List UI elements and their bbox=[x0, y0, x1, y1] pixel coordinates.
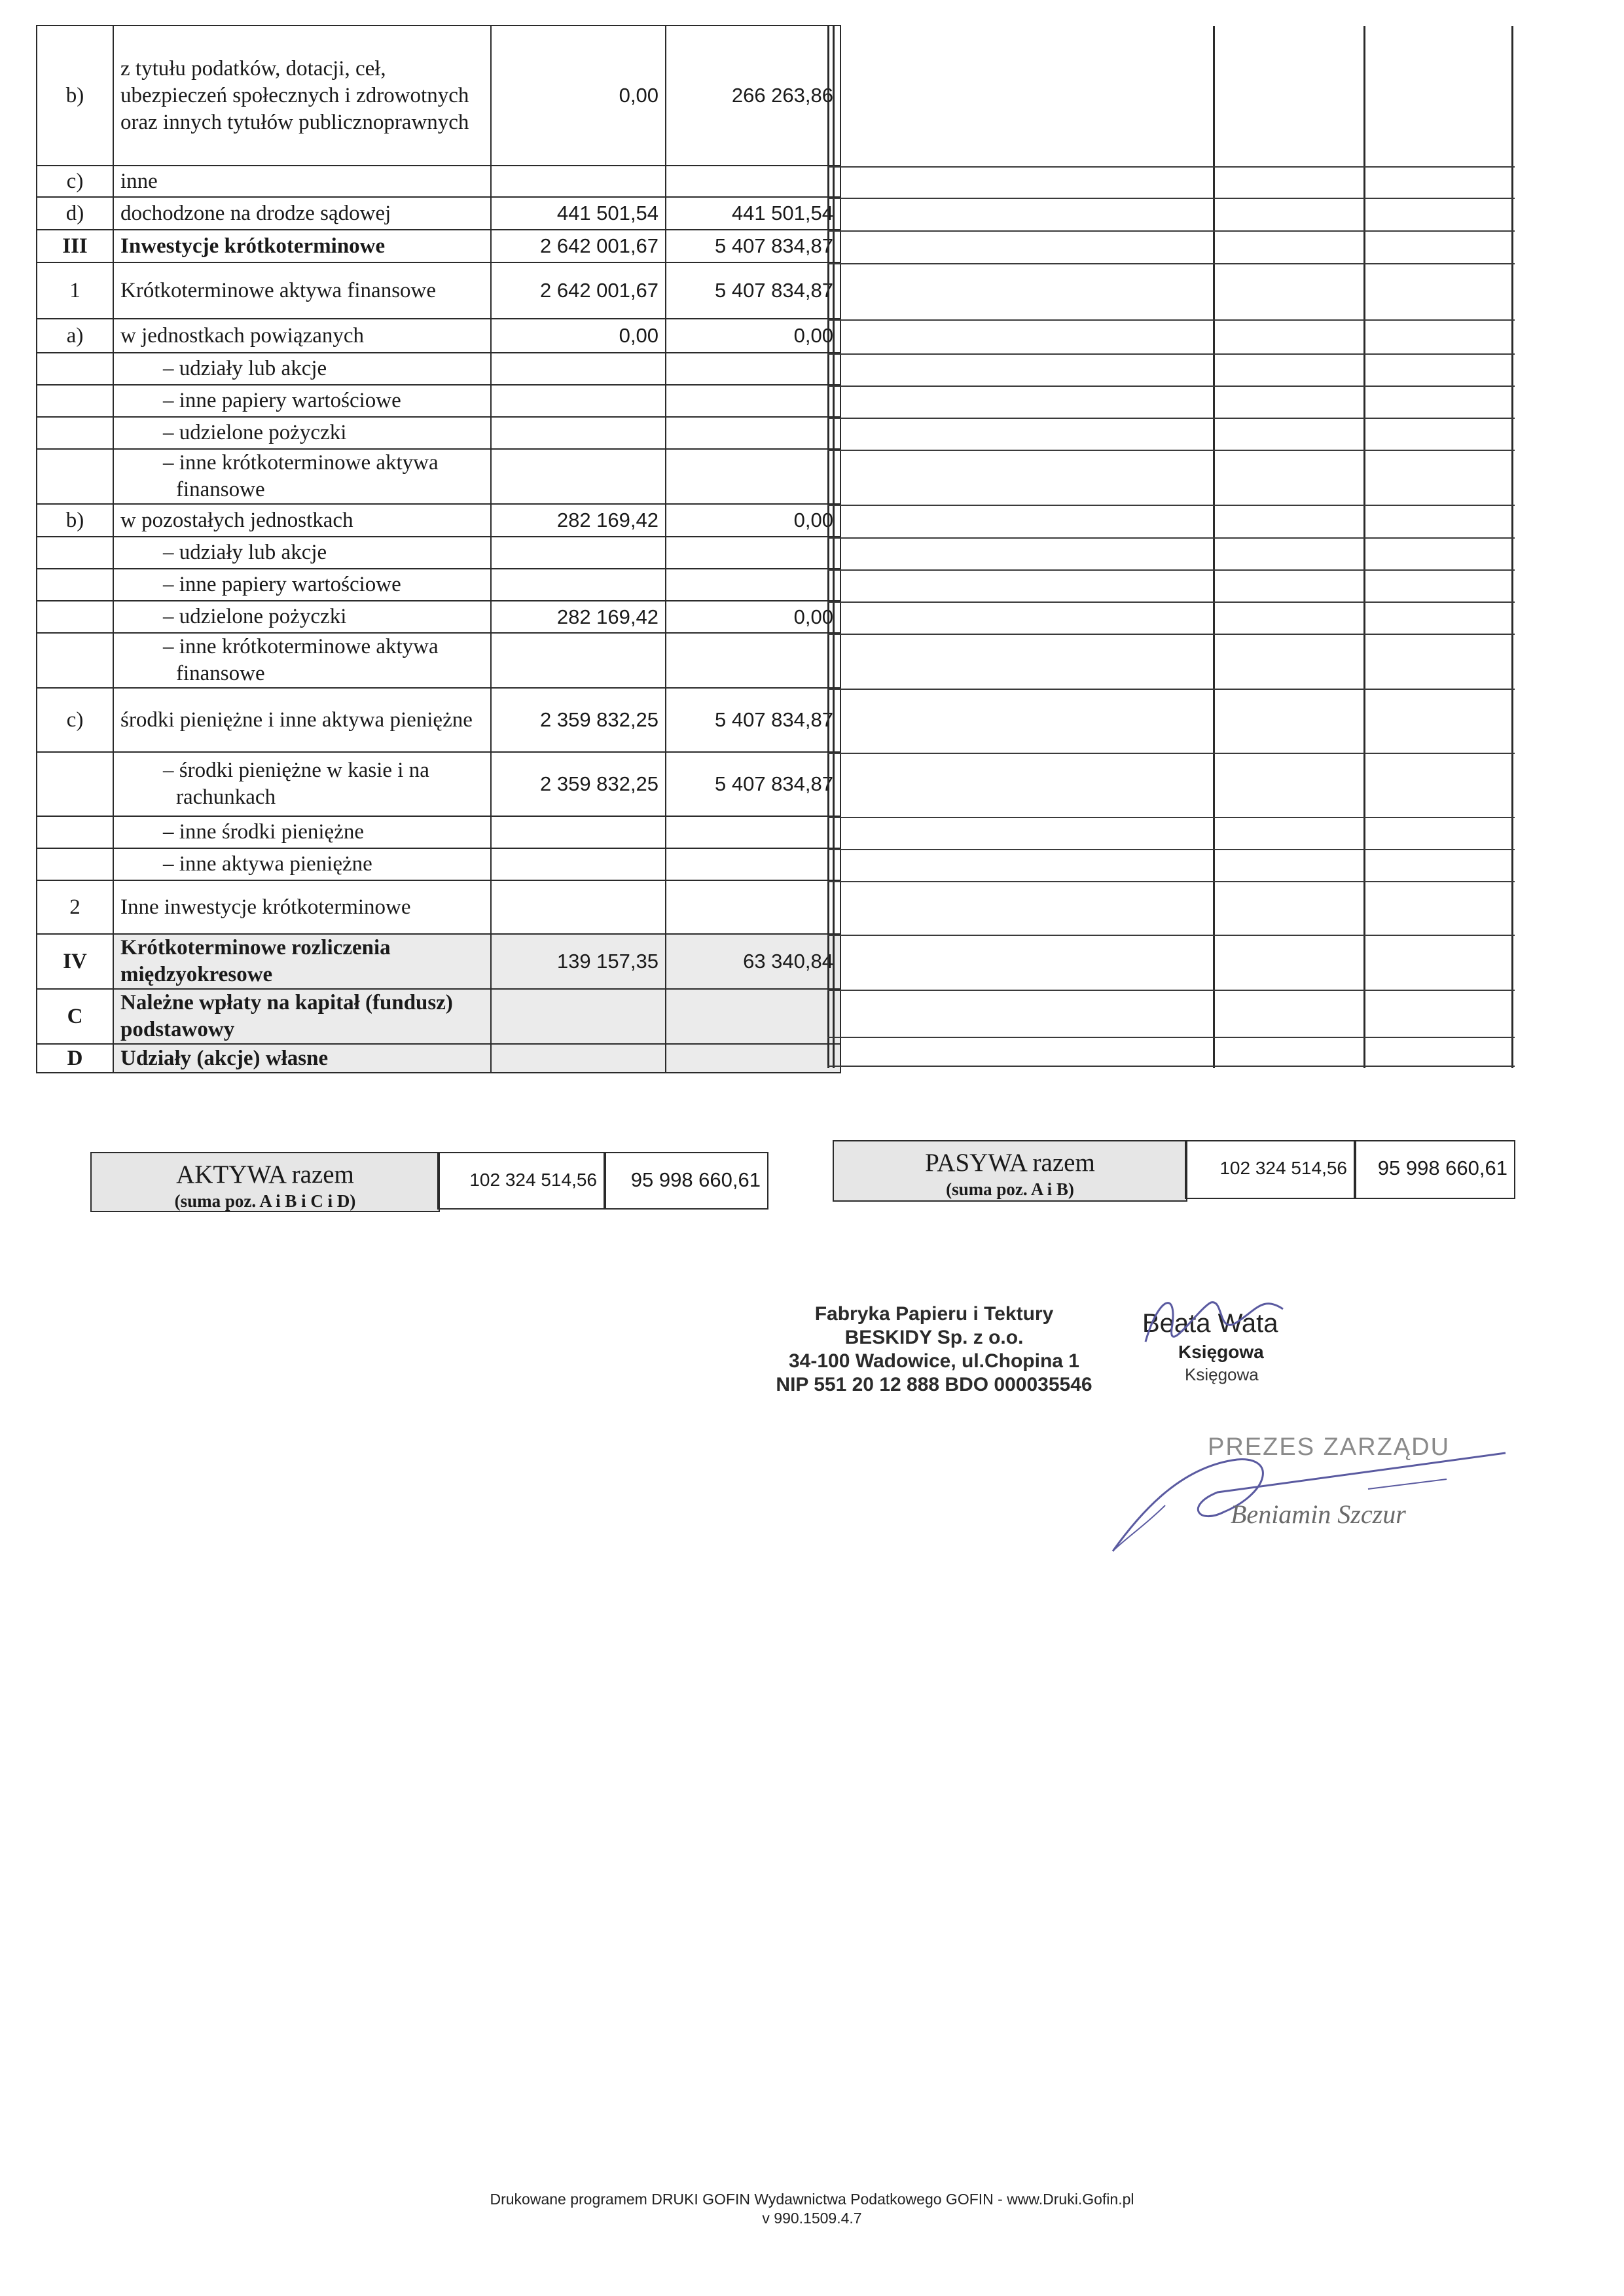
table-row bbox=[37, 537, 840, 569]
row-label: dochodzone na drodze sądowej bbox=[113, 197, 491, 230]
table-row bbox=[37, 504, 840, 537]
president-signature bbox=[1106, 1427, 1525, 1564]
row-label: w pozostałych jednostkach bbox=[113, 504, 491, 537]
row-value-previous: 5 407 834,87 bbox=[666, 262, 840, 319]
row-value-previous: 0,00 bbox=[666, 601, 840, 633]
row-value-current bbox=[491, 385, 666, 417]
grid-line bbox=[827, 817, 1515, 818]
grid-line bbox=[827, 353, 1515, 355]
row-label: Udziały (akcje) własne bbox=[113, 1044, 491, 1073]
row-value-previous: 5 407 834,87 bbox=[666, 230, 840, 262]
pasywa-total-value-2: 95 998 660,61 bbox=[1355, 1140, 1515, 1199]
table-row bbox=[37, 417, 840, 449]
grid-line bbox=[827, 634, 1515, 635]
row-number: b) bbox=[37, 504, 113, 537]
row-label: – inne krótkoterminowe aktywa finansowe bbox=[113, 633, 491, 688]
row-value-previous: 266 263,86 bbox=[666, 26, 840, 166]
row-label: środki pieniężne i inne aktywa pieniężne bbox=[113, 688, 491, 752]
row-number bbox=[37, 848, 113, 880]
row-number: a) bbox=[37, 319, 113, 353]
row-value-current: 2 359 832,25 bbox=[491, 752, 666, 816]
table-row bbox=[37, 989, 840, 1044]
stamp-line: BESKIDY Sp. z o.o. bbox=[844, 1327, 1024, 1348]
table-row bbox=[37, 385, 840, 417]
row-value-previous bbox=[666, 537, 840, 569]
row-value-current: 441 501,54 bbox=[491, 197, 666, 230]
stamp-line: Fabryka Papieru i Tektury bbox=[814, 1303, 1054, 1325]
row-value-previous bbox=[666, 1044, 840, 1073]
row-number bbox=[37, 385, 113, 417]
president-title: PREZES ZARZĄDU bbox=[1208, 1433, 1451, 1461]
row-label: Należne wpłaty na kapitał (fundusz) podstawowy bbox=[113, 989, 491, 1044]
row-number: c) bbox=[37, 688, 113, 752]
grid-line bbox=[827, 935, 1515, 936]
row-value-current bbox=[491, 417, 666, 449]
row-value-previous: 441 501,54 bbox=[666, 197, 840, 230]
footer-printed-by: Drukowane programem DRUKI GOFIN Wydawnictwa Podatkowego GOFIN - www.Druki.Gofin.pl bbox=[490, 2191, 1134, 2208]
row-value-current bbox=[491, 449, 666, 504]
row-value-previous bbox=[666, 633, 840, 688]
row-number: C bbox=[37, 989, 113, 1044]
table-row bbox=[37, 633, 840, 688]
row-number bbox=[37, 353, 113, 385]
row-value-current bbox=[491, 633, 666, 688]
grid-line bbox=[827, 1037, 1515, 1038]
row-label: – inne papiery wartościowe bbox=[113, 569, 491, 601]
aktywa-total-label bbox=[90, 1152, 440, 1212]
row-label: Inwestycje krótkoterminowe bbox=[113, 230, 491, 262]
table-row bbox=[37, 262, 840, 319]
row-value-current bbox=[491, 880, 666, 934]
table-row bbox=[37, 26, 840, 166]
row-value-previous bbox=[666, 385, 840, 417]
table-row bbox=[37, 688, 840, 752]
row-value-previous bbox=[666, 353, 840, 385]
row-label: – udzielone pożyczki bbox=[113, 601, 491, 633]
liabilities-blank-grid bbox=[827, 26, 1515, 1068]
row-number bbox=[37, 417, 113, 449]
row-value-current: 0,00 bbox=[491, 26, 666, 166]
row-value-current: 139 157,35 bbox=[491, 934, 666, 989]
table-row bbox=[37, 934, 840, 989]
row-number: IV bbox=[37, 934, 113, 989]
table-row bbox=[37, 197, 840, 230]
row-label: – udzielone pożyczki bbox=[113, 417, 491, 449]
row-value-current bbox=[491, 166, 666, 197]
row-value-previous: 0,00 bbox=[666, 504, 840, 537]
grid-line bbox=[827, 386, 1515, 387]
row-value-previous bbox=[666, 989, 840, 1044]
row-value-current bbox=[491, 1044, 666, 1073]
row-value-current: 0,00 bbox=[491, 319, 666, 353]
row-value-previous bbox=[666, 569, 840, 601]
row-number bbox=[37, 537, 113, 569]
table-row bbox=[37, 880, 840, 934]
grid-line bbox=[827, 230, 1515, 232]
grid-line bbox=[827, 689, 1515, 690]
row-value-current bbox=[491, 816, 666, 848]
accountant-role: Księgowa bbox=[1178, 1342, 1264, 1362]
grid-line bbox=[827, 569, 1515, 571]
row-number bbox=[37, 569, 113, 601]
row-label: Krótkoterminowe aktywa finansowe bbox=[113, 262, 491, 319]
grid-line bbox=[827, 450, 1515, 451]
row-value-current bbox=[491, 989, 666, 1044]
row-number bbox=[37, 752, 113, 816]
company-stamp bbox=[744, 1302, 1124, 1397]
assets-table bbox=[36, 25, 841, 1073]
row-number bbox=[37, 633, 113, 688]
grid-line bbox=[827, 505, 1515, 506]
table-row bbox=[37, 816, 840, 848]
pasywa-total-title: PASYWA razem bbox=[925, 1149, 1095, 1177]
row-number: c) bbox=[37, 166, 113, 197]
row-value-current bbox=[491, 569, 666, 601]
grid-line bbox=[827, 849, 1515, 850]
accountant-signature bbox=[1132, 1283, 1355, 1374]
pasywa-total-value-1: 102 324 514,56 bbox=[1185, 1140, 1355, 1199]
row-value-current bbox=[491, 353, 666, 385]
grid-line bbox=[1363, 26, 1365, 1068]
table-row bbox=[37, 319, 840, 353]
row-number bbox=[37, 449, 113, 504]
table-row bbox=[37, 353, 840, 385]
grid-line bbox=[827, 990, 1515, 991]
row-value-previous bbox=[666, 417, 840, 449]
row-label: w jednostkach powiązanych bbox=[113, 319, 491, 353]
grid-line bbox=[827, 198, 1515, 199]
aktywa-total-value-1: 102 324 514,56 bbox=[437, 1152, 605, 1210]
row-label: z tytułu podatków, dotacji, ceł, ubezpieczeń społecznych i zdrowotnych oraz innych tytułów publicznoprawnych bbox=[113, 26, 491, 166]
table-row bbox=[37, 230, 840, 262]
row-value-previous: 5 407 834,87 bbox=[666, 752, 840, 816]
accountant-role-secondary: Księgowa bbox=[1185, 1365, 1259, 1384]
table-row bbox=[37, 449, 840, 504]
row-label: Krótkoterminowe rozliczenia międzyokresowe bbox=[113, 934, 491, 989]
table-row bbox=[37, 848, 840, 880]
grid-line bbox=[827, 537, 1515, 539]
row-number: 2 bbox=[37, 880, 113, 934]
assets-table-body bbox=[37, 26, 840, 1073]
row-value-previous: 63 340,84 bbox=[666, 934, 840, 989]
row-label: – inne środki pieniężne bbox=[113, 816, 491, 848]
grid-line bbox=[833, 26, 835, 1068]
row-label: – inne aktywa pieniężne bbox=[113, 848, 491, 880]
stamp-line: NIP 551 20 12 888 BDO 000035546 bbox=[776, 1374, 1092, 1395]
table-row bbox=[37, 569, 840, 601]
grid-line bbox=[827, 319, 1515, 321]
row-value-current: 282 169,42 bbox=[491, 504, 666, 537]
grid-line bbox=[827, 26, 829, 1068]
president-name: Beniamin Szczur bbox=[1231, 1499, 1406, 1529]
stamp-line: 34-100 Wadowice, ul.Chopina 1 bbox=[789, 1350, 1079, 1372]
row-label: – inne papiery wartościowe bbox=[113, 385, 491, 417]
grid-line bbox=[1511, 26, 1513, 1068]
row-label: – udziały lub akcje bbox=[113, 537, 491, 569]
grid-line bbox=[827, 418, 1515, 419]
row-value-current bbox=[491, 537, 666, 569]
row-number: b) bbox=[37, 26, 113, 166]
table-row bbox=[37, 1044, 840, 1073]
row-label: inne bbox=[113, 166, 491, 197]
row-number: D bbox=[37, 1044, 113, 1073]
grid-line bbox=[827, 166, 1515, 168]
aktywa-total-title: AKTYWA razem bbox=[176, 1160, 354, 1189]
grid-line bbox=[827, 753, 1515, 754]
grid-line bbox=[827, 881, 1515, 882]
row-value-previous bbox=[666, 166, 840, 197]
footer-version: v 990.1509.4.7 bbox=[762, 2210, 862, 2227]
row-value-current bbox=[491, 848, 666, 880]
row-value-previous bbox=[666, 449, 840, 504]
grid-line bbox=[827, 1066, 1515, 1067]
pasywa-total-label bbox=[833, 1140, 1187, 1202]
row-number: 1 bbox=[37, 262, 113, 319]
accountant-name: Beata Wata bbox=[1142, 1309, 1278, 1338]
row-label: – inne krótkoterminowe aktywa finansowe bbox=[113, 449, 491, 504]
grid-line bbox=[827, 263, 1515, 264]
row-number: III bbox=[37, 230, 113, 262]
grid-line bbox=[1213, 26, 1215, 1068]
table-row bbox=[37, 166, 840, 197]
row-label: Inne inwestycje krótkoterminowe bbox=[113, 880, 491, 934]
table-row bbox=[37, 601, 840, 633]
row-value-previous bbox=[666, 880, 840, 934]
table-row bbox=[37, 752, 840, 816]
row-value-previous: 0,00 bbox=[666, 319, 840, 353]
aktywa-total-subtitle: (suma poz. A i B i C i D) bbox=[174, 1191, 356, 1211]
row-value-current: 282 169,42 bbox=[491, 601, 666, 633]
row-value-current: 2 359 832,25 bbox=[491, 688, 666, 752]
row-label: – udziały lub akcje bbox=[113, 353, 491, 385]
aktywa-total-value-2: 95 998 660,61 bbox=[605, 1152, 768, 1210]
row-value-previous: 5 407 834,87 bbox=[666, 688, 840, 752]
row-number bbox=[37, 816, 113, 848]
row-value-current: 2 642 001,67 bbox=[491, 262, 666, 319]
row-value-previous bbox=[666, 848, 840, 880]
row-label: – środki pieniężne w kasie i na rachunkach bbox=[113, 752, 491, 816]
row-value-previous bbox=[666, 816, 840, 848]
grid-line bbox=[827, 601, 1515, 603]
row-value-current: 2 642 001,67 bbox=[491, 230, 666, 262]
row-number: d) bbox=[37, 197, 113, 230]
row-number bbox=[37, 601, 113, 633]
pasywa-total-subtitle: (suma poz. A i B) bbox=[946, 1179, 1074, 1199]
